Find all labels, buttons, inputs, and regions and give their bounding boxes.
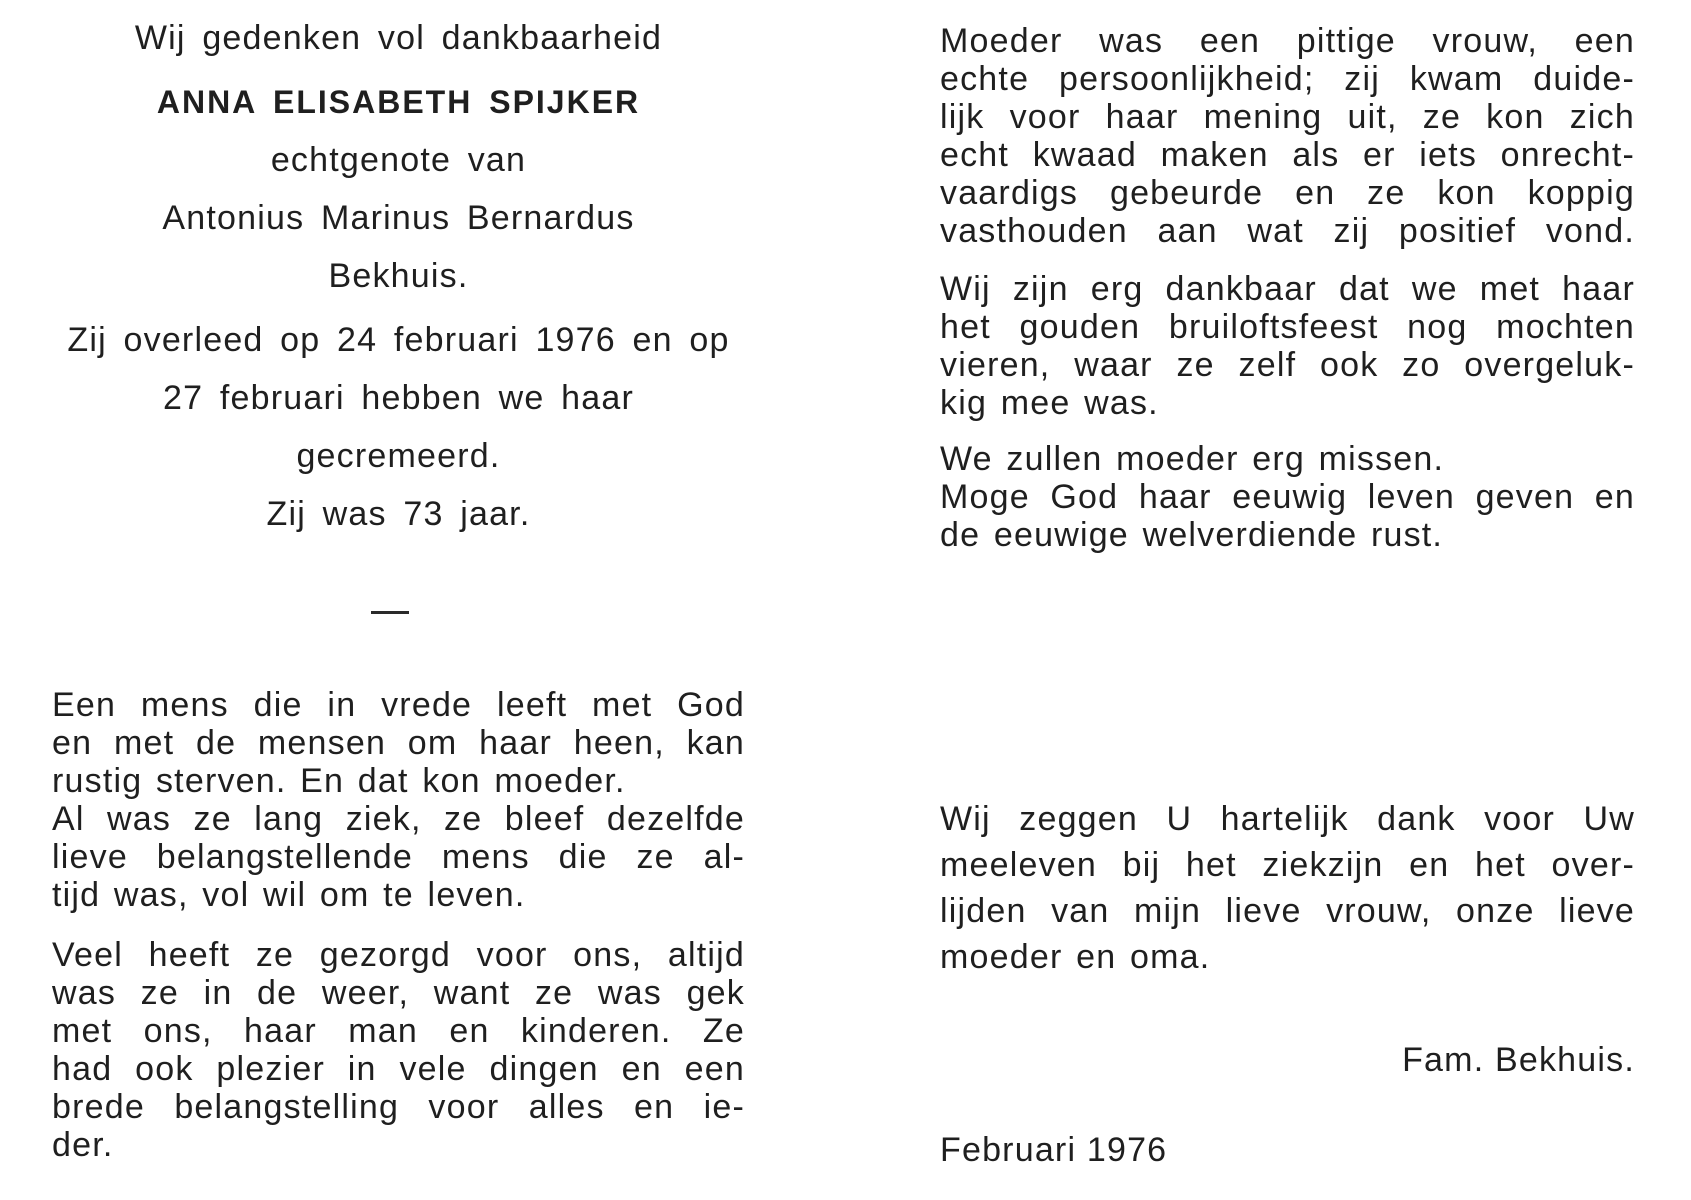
text-line: echt kwaad maken als er iets onrecht- <box>940 136 1635 174</box>
text-line: tijd was, vol wil om te leven. <box>52 876 526 914</box>
text-line: Wij zijn erg dankbaar dat we met haar <box>940 270 1635 308</box>
thanks-paragraph <box>940 796 1635 980</box>
separator-dash <box>371 611 409 614</box>
death-line-2: 27 februari hebben we haar <box>162 379 635 417</box>
date-line: Februari 1976 <box>940 1131 1168 1169</box>
text-line: was ze in de weer, want ze was gek <box>52 974 745 1012</box>
age-line: Zij was 73 jaar. <box>266 495 531 533</box>
text-line: met ons, haar man en kinderen. Ze <box>52 1012 745 1050</box>
text-line: der. <box>52 1126 114 1164</box>
text-line: Al was ze lang ziek, ze bleef dezelfde <box>52 800 745 838</box>
text-line: lijk voor haar mening uit, ze kon zich <box>940 98 1635 136</box>
text-line: echte persoonlijkheid; zij kwam duide- <box>940 60 1635 98</box>
deceased-name: ANNA ELISABETH SPIJKER <box>156 84 641 120</box>
spouse-intro: echtgenote van <box>270 141 527 179</box>
text-line: vieren, waar ze zelf ook zo overgeluk- <box>940 346 1635 384</box>
text-line: lieve belangstellende mens die ze al- <box>52 838 745 876</box>
text-line: had ook plezier in vele dingen en een <box>52 1050 745 1088</box>
right-paragraph-3 <box>940 440 1635 554</box>
spouse-name-line-1: Antonius Marinus Bernardus <box>162 199 635 237</box>
text-line: vasthouden aan wat zij positief vond. <box>940 212 1635 250</box>
left-paragraph-2 <box>52 936 745 1164</box>
death-line-1: Zij overleed op 24 februari 1976 en op <box>67 321 730 359</box>
text-line: het gouden bruiloftsfeest nog mochten <box>940 308 1635 346</box>
right-paragraph-1 <box>940 22 1635 250</box>
text-line: Een mens die in vrede leeft met God <box>52 686 745 724</box>
signature: Fam. Bekhuis. <box>1402 1041 1635 1079</box>
text-line: meeleven bij het ziekzijn en het over- <box>940 846 1635 884</box>
death-line-3: gecremeerd. <box>296 437 501 475</box>
spouse-name-line-2: Bekhuis. <box>328 257 469 295</box>
left-paragraph-1 <box>52 686 745 914</box>
heading: Wij gedenken vol dankbaarheid <box>134 19 663 57</box>
text-line: Veel heeft ze gezorgd voor ons, altijd <box>52 936 745 974</box>
text-line: kig mee was. <box>940 384 1159 422</box>
text-line: Wij zeggen U hartelijk dank voor Uw <box>940 800 1635 838</box>
text-line: brede belangstelling voor alles en ie- <box>52 1088 745 1126</box>
text-line: Moeder was een pittige vrouw, een <box>940 22 1635 60</box>
text-line: rustig sterven. En dat kon moeder. <box>52 762 626 800</box>
text-line: de eeuwige welverdiende rust. <box>940 516 1444 554</box>
text-line: vaardigs gebeurde en ze kon koppig <box>940 174 1635 212</box>
right-paragraph-2 <box>940 270 1635 422</box>
text-line: moeder en oma. <box>940 938 1211 976</box>
text-line: lijden van mijn lieve vrouw, onze lieve <box>940 892 1635 930</box>
text-line: Moge God haar eeuwig leven geven en <box>940 478 1635 516</box>
text-line: We zullen moeder erg missen. <box>940 440 1445 478</box>
text-line: en met de mensen om haar heen, kan <box>52 724 745 762</box>
